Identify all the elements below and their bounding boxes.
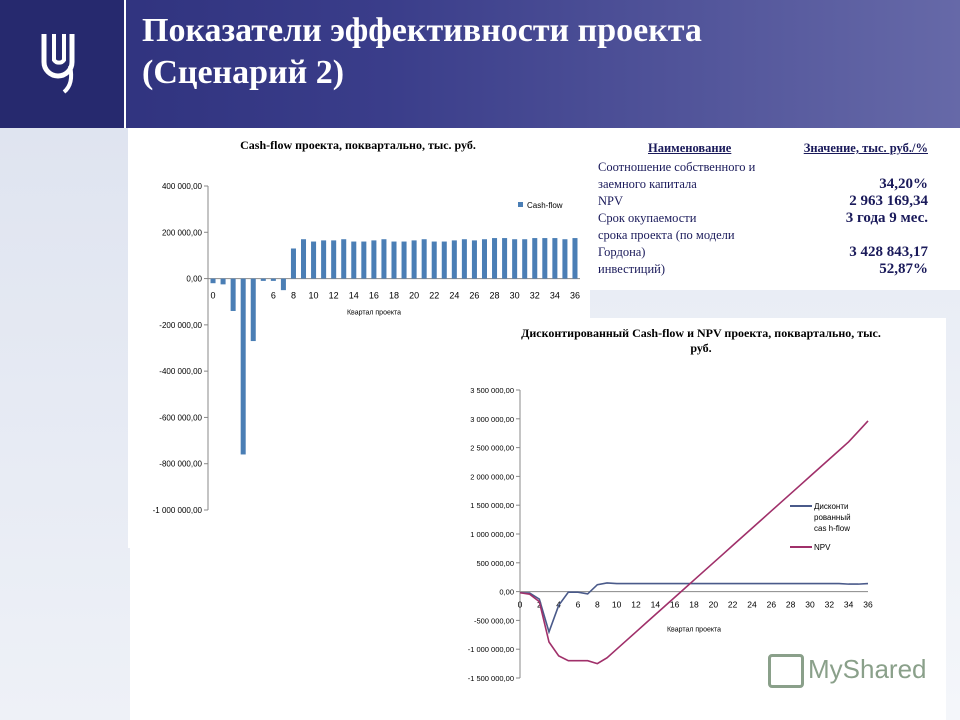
table-row-name: Срок окупаемости (598, 211, 697, 225)
y-tick-label: 400 000,00 (161, 182, 202, 191)
table-header (598, 140, 928, 157)
x-tick-label: 32 (529, 290, 540, 301)
bar (221, 279, 226, 285)
legend-label: рованный (814, 513, 851, 522)
table-row (598, 176, 928, 193)
x-tick-label: 18 (388, 290, 400, 301)
bar (402, 242, 407, 279)
y-tick-label: 3 000 000,00 (470, 414, 514, 424)
y-tick-label: 1 000 000,00 (470, 530, 514, 539)
bar (311, 242, 316, 279)
table-row (598, 193, 928, 210)
cashflow-chart-title: Cash-flow проекта, поквартально, тыс. руб. (240, 138, 476, 152)
x-tick-label: 24 (747, 599, 757, 610)
legend-label: Дисконти (814, 502, 849, 511)
bar (512, 239, 517, 278)
table-row-value: 3 428 843,17 (849, 244, 928, 260)
bar (301, 239, 306, 278)
legend-label: NPV (814, 543, 831, 552)
y-tick-label: -1 500 000,00 (467, 674, 514, 683)
bar (361, 242, 366, 279)
x-tick-label: 36 (569, 290, 580, 301)
x-tick-label: 30 (805, 599, 815, 610)
x-tick-label: 24 (449, 290, 460, 301)
indicators-table (598, 140, 928, 278)
x-tick-label: 2 (536, 599, 542, 610)
x-tick-label: 4 (556, 599, 562, 610)
table-row (598, 227, 928, 244)
table-row-value: 2 963 169,34 (849, 193, 928, 209)
x-tick-label: 0 (210, 290, 216, 301)
bar (502, 238, 507, 278)
table-row-value: 52,87% (879, 261, 928, 277)
bar (331, 240, 336, 278)
x-tick-label: 18 (689, 599, 699, 610)
legend-swatch (518, 202, 523, 207)
watermark (768, 654, 927, 688)
bar (562, 239, 567, 278)
bar (412, 240, 417, 278)
x-tick-label: 0 (517, 599, 523, 610)
bar (482, 239, 487, 278)
x-tick-label: 26 (469, 290, 480, 301)
x-tick-label: 12 (631, 599, 641, 610)
table-row (598, 244, 928, 261)
table-row-name: Гордона) (598, 245, 646, 259)
y-tick-label: -600 000,00 (159, 413, 202, 423)
x-tick-label: 28 (489, 290, 500, 301)
header-bar (0, 0, 960, 128)
y-tick-label: 2 000 000,00 (470, 472, 514, 482)
legend-label: Cash-flow (527, 201, 563, 210)
y-tick-label: -1 000 000,00 (467, 645, 514, 655)
table-row (598, 210, 928, 227)
x-tick-label: 20 (708, 599, 719, 610)
table-row (598, 261, 928, 278)
bar (432, 242, 437, 279)
logo-icon (30, 26, 90, 96)
x-tick-label: 10 (611, 599, 622, 610)
background-left (0, 128, 130, 720)
table-row-name: заемного капитала (598, 177, 697, 191)
table-row-name: инвестиций) (598, 262, 665, 276)
bar (542, 238, 547, 278)
legend-label: cas h-flow (814, 524, 851, 533)
y-tick-label: -200 000,00 (159, 320, 202, 330)
x-tick-label: 26 (766, 599, 777, 610)
bar (422, 239, 427, 278)
x-tick-label: 6 (575, 599, 581, 610)
x-tick-label: 14 (348, 290, 359, 301)
table-row-name: срока проекта (по модели (598, 228, 735, 242)
bar (291, 248, 296, 278)
x-tick-label: 34 (549, 290, 560, 301)
bar (341, 239, 346, 278)
bar (371, 240, 376, 278)
x-tick-label: 36 (863, 599, 873, 610)
x-tick-label: 12 (328, 290, 339, 301)
x-tick-label: 6 (270, 290, 276, 301)
y-tick-label: 0,00 (186, 274, 202, 284)
x-tick-label: 22 (429, 290, 440, 301)
x-tick-label: 14 (650, 599, 661, 610)
npv-chart-title-line1: Дисконтированный Cash-flow и NPV проекта, поквартально, тыс. (521, 326, 881, 340)
bar (351, 242, 356, 279)
bar (522, 239, 527, 278)
bar (321, 240, 326, 278)
table-rows (598, 159, 928, 278)
bar (231, 279, 236, 311)
x-tick-label: 28 (785, 599, 796, 610)
bar (241, 279, 246, 455)
bar (572, 238, 577, 278)
bar (381, 239, 386, 278)
x-tick-label: 8 (290, 290, 296, 301)
logo (0, 0, 126, 128)
table-row-name: Соотношение собственного и (598, 160, 756, 174)
watermark-text: MyShared (808, 654, 927, 684)
y-tick-label: -400 000,00 (159, 367, 202, 377)
y-tick-label: -800 000,00 (159, 459, 202, 469)
bar (271, 279, 276, 281)
bar (261, 279, 266, 281)
bar (462, 239, 467, 278)
y-tick-label: 200 000,00 (161, 228, 202, 238)
bar (492, 238, 497, 278)
page-title-line2: (Сценарий 2) (142, 54, 345, 91)
y-tick-label: 3 500 000,00 (470, 386, 514, 395)
page-title (142, 10, 702, 94)
bar (532, 238, 537, 278)
bar (281, 279, 286, 291)
x-axis-title: Квартал проекта (346, 309, 402, 317)
x-tick-label: 34 (843, 599, 854, 610)
x-axis-title: Квартал проекта (666, 626, 722, 634)
table-row-value: 34,20% (879, 176, 928, 192)
bar (472, 240, 477, 278)
y-tick-label: 1 500 000,00 (470, 501, 514, 511)
page-title-line1: Показатели эффективности проекта (142, 12, 702, 49)
x-tick-label: 16 (368, 290, 379, 301)
table-header-value: Значение, тыс. руб./% (803, 141, 928, 155)
x-tick-label: 10 (308, 290, 319, 301)
bar (552, 238, 557, 278)
y-tick-label: 2 500 000,00 (470, 443, 514, 453)
npv-chart-title-line2: руб. (690, 341, 712, 355)
x-tick-label: 32 (824, 599, 835, 610)
bar (442, 242, 447, 279)
x-tick-label: 30 (509, 290, 520, 301)
table-header-name: Наименование (648, 141, 732, 155)
bar (211, 279, 216, 284)
table-row-name: NPV (598, 194, 624, 208)
y-tick-label: 0,00 (499, 587, 514, 597)
y-tick-label: -1 000 000,00 (152, 506, 202, 515)
x-tick-label: 20 (409, 290, 420, 301)
x-tick-label: 8 (594, 599, 600, 610)
y-tick-label: -500 000,00 (473, 616, 514, 626)
bar (251, 279, 256, 341)
bar (452, 240, 457, 278)
watermark-icon (768, 654, 804, 688)
x-tick-label: 16 (669, 599, 680, 610)
x-tick-label: 22 (727, 599, 738, 610)
y-tick-label: 500 000,00 (476, 558, 514, 568)
table-row-value: 3 года 9 мес. (845, 210, 928, 226)
bar (391, 242, 396, 279)
table-row (598, 159, 928, 176)
